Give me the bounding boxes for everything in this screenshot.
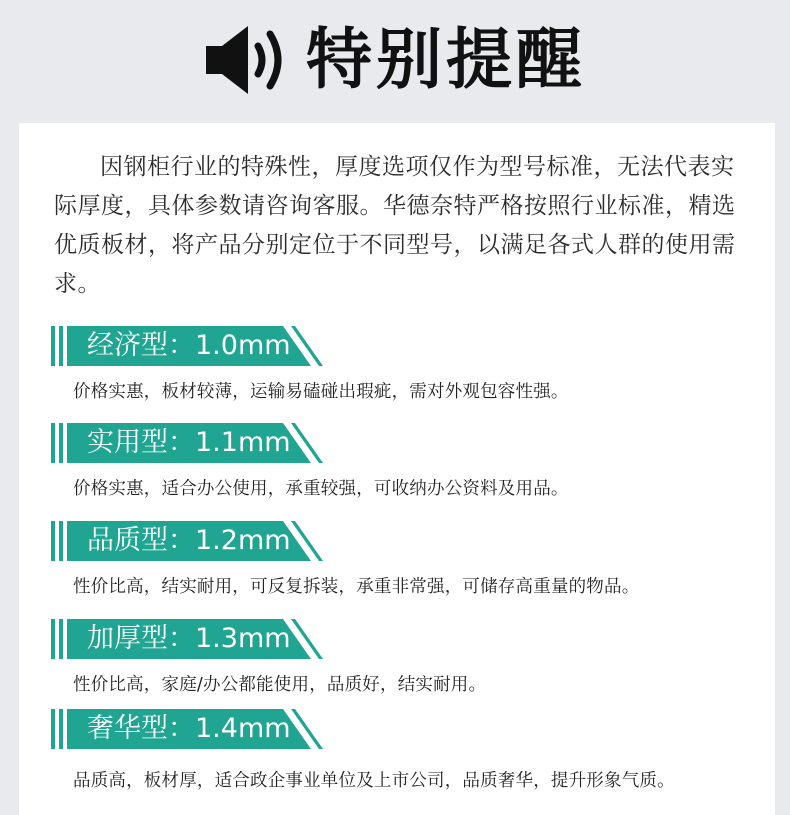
type-section-thick bbox=[51, 619, 771, 695]
speaker-icon bbox=[204, 22, 290, 98]
type-label: 加厚型：1.3mm bbox=[87, 623, 291, 654]
header bbox=[0, 0, 790, 120]
type-tag bbox=[51, 521, 323, 561]
type-description: 品质高，板材厚，适合政企事业单位及上市公司，品质奢华，提升形象气质。 bbox=[73, 771, 675, 791]
header-inner bbox=[204, 22, 586, 98]
type-section-luxury bbox=[51, 709, 771, 791]
type-description: 性价比高，家庭/办公都能使用，品质好，结实耐用。 bbox=[73, 675, 487, 695]
type-tag bbox=[51, 423, 323, 463]
type-label: 经济型：1.0mm bbox=[87, 330, 291, 361]
type-section-practical bbox=[51, 423, 771, 499]
notice-card bbox=[19, 123, 775, 815]
page-title: 特别提醒 bbox=[306, 21, 586, 98]
type-label: 实用型：1.1mm bbox=[87, 427, 291, 458]
type-tag bbox=[51, 619, 323, 659]
intro-paragraph: 因钢柜行业的特殊性，厚度选项仅作为型号标准，无法代表实际厚度，具体参数请咨询客服。华德奈特严格按照行业标准，精选优质板材，将产品分别定位于不同型号，以满足各式人群的使用需求。 bbox=[54, 154, 736, 297]
type-section-economy bbox=[51, 326, 771, 402]
type-description: 性价比高，结实耐用，可反复拆装，承重非常强，可储存高重量的物品。 bbox=[73, 577, 640, 597]
type-tag bbox=[51, 709, 323, 749]
type-description: 价格实惠，板材较薄，运输易磕碰出瑕疵，需对外观包容性强。 bbox=[73, 382, 569, 402]
type-label: 品质型：1.2mm bbox=[87, 525, 291, 556]
type-label: 奢华型：1.4mm bbox=[87, 713, 291, 744]
type-section-quality bbox=[51, 521, 771, 597]
type-description: 价格实惠，适合办公使用，承重较强，可收纳办公资料及用品。 bbox=[73, 479, 569, 499]
type-tag bbox=[51, 326, 323, 366]
